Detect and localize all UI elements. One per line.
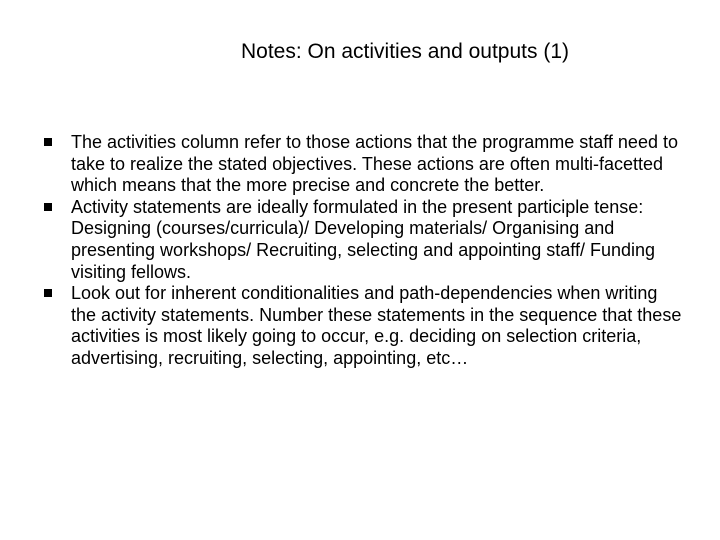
bullet-item-3 bbox=[44, 283, 684, 369]
square-bullet-icon bbox=[44, 203, 52, 211]
bullet-list bbox=[44, 132, 684, 370]
bullet-item-1 bbox=[44, 132, 684, 197]
bullet-text: Look out for inherent conditionalities and path-dependencies when writing the activity statements. Number these statements in the sequence that these activities is most likely going to occur, e.g. deciding on selection criteria, advertising, recruiting, selecting, appointing, etc… bbox=[71, 283, 682, 368]
square-bullet-icon bbox=[44, 289, 52, 297]
square-bullet-icon bbox=[44, 138, 52, 146]
bullet-text: The activities column refer to those actions that the programme staff need to take to realize the stated objectives. These actions are often multi-facetted which means that the more precise and concrete the better. bbox=[71, 132, 678, 196]
bullet-text: Activity statements are ideally formulated in the present participle tense: Designing (courses/curricula)/ Developing materials/ Organising and presenting workshops/ Recruiting, selecting and appointing staff/ Funding visiting fellows. bbox=[71, 196, 656, 282]
bullet-item-2 bbox=[44, 197, 684, 283]
slide-title: Notes: On activities and outputs (1) bbox=[241, 40, 569, 63]
